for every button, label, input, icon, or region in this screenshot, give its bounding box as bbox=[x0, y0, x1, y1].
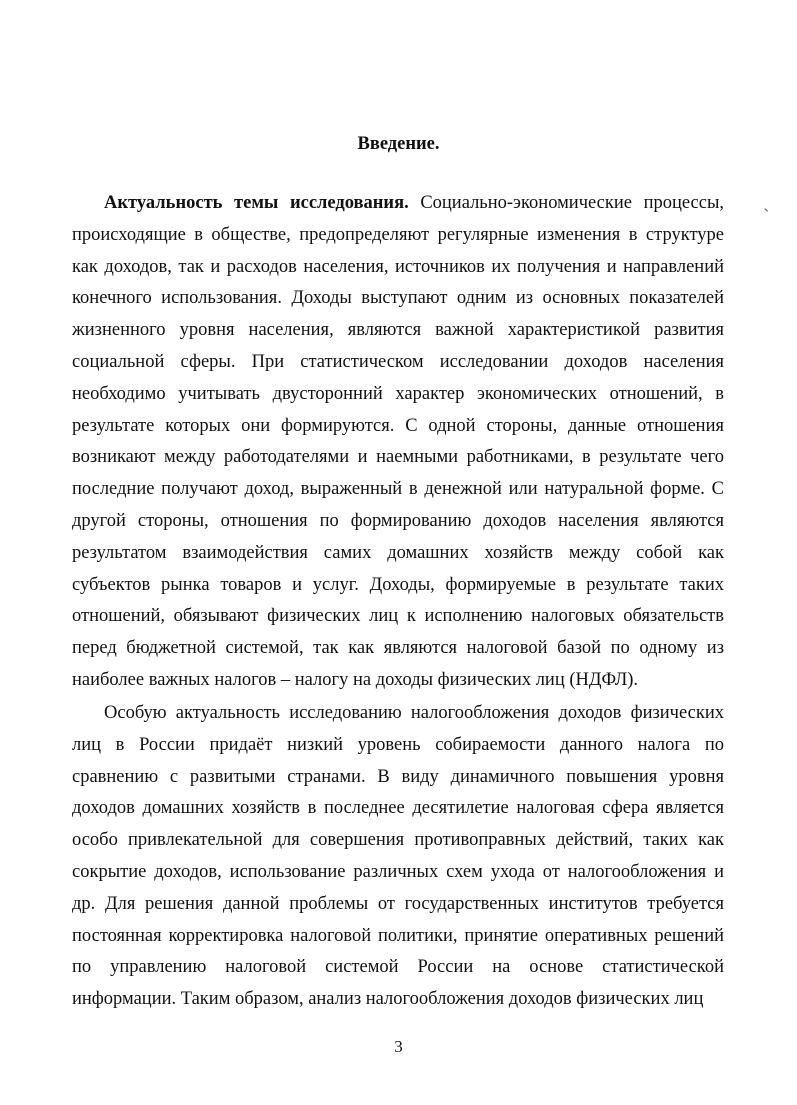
paragraph-1-lead: Актуальность темы исследования. bbox=[104, 193, 409, 213]
paragraph-2-text: Особую актуальность исследованию налогообложения доходов физических лиц в России придаёт низкий уровень собираемости данного налога по сравнению с развитыми странами. В виду динамичного повышения уровня доходов домашних хозяйств в последнее десятилетие налоговая сфера является особо привлекательной для совершения противоправных действий, таких как сокрытие доходов, использование различных схем ухода от налогообложения и др. Для решения данной проблемы от государственных институтов требуется постоянная корректировка налоговой политики, принятие оперативных решений по управлению налоговой системой России на основе статистической информации. Таким образом, анализ налогообложения доходов физических лиц bbox=[72, 703, 724, 1010]
paragraph-2 bbox=[72, 698, 724, 1016]
scan-artifact-mark bbox=[762, 208, 768, 214]
page-title: Введение. bbox=[357, 134, 440, 154]
paragraph-1-text: Социально-экономические процессы, происходящие в обществе, предопределяют регулярные изменения в структуре как доходов, так и расходов населения, источников их получения и направлений конечного использования. Доходы выступают одним из основных показателей жизненного уровня населения, являются важной характеристикой развития социальной сферы. При статистическом исследовании доходов населения необходимо учитывать двусторонний характер экономических отношений, в результате которых они формируются. С одной стороны, данные отношения возникают между работодателями и наемными работниками, в результате чего последние получают доход, выраженный в денежной или натуральной форме. С другой стороны, отношения по формированию доходов населения являются результатом взаимодействия самих домашних хозяйств между собой как субъектов рынка товаров и услуг. Доходы, формируемые в результате таких отношений, обязывают физических лиц к исполнению налоговых обязательств перед бюджетной системой, так как являются налоговой базой по одному из наиболее важных налогов – налогу на доходы физических лиц (НДФЛ). bbox=[72, 193, 725, 690]
page-number: 3 bbox=[394, 1037, 403, 1056]
paragraph-1 bbox=[72, 188, 724, 697]
